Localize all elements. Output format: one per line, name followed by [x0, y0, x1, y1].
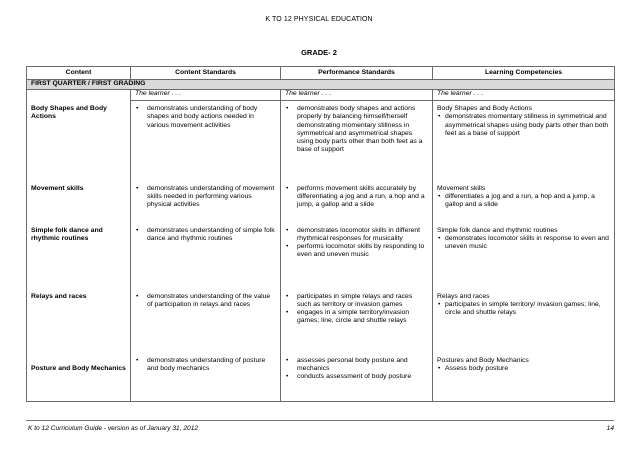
- learner-prefix-performance-standards: The learner . . .: [281, 90, 433, 101]
- topic-cell: Simple folk dance and rhythmic routines: [27, 227, 131, 293]
- column-header-content: Content: [27, 67, 131, 80]
- topic-cell: Relays and races: [27, 293, 131, 357]
- performance-standard-item: • engages in a simple territory/invasion games; line, circle and shuttle relays: [297, 309, 428, 326]
- topic-cell: Movement skills: [27, 181, 131, 227]
- table-row: [27, 227, 615, 293]
- quarter-row: [27, 80, 615, 90]
- competency-title: Relays and races: [437, 292, 490, 300]
- content-standard-item: • demonstrates understanding of the value of participation in relays and races: [147, 293, 276, 310]
- column-header-learning-competencies: Learning Competencies: [433, 67, 615, 80]
- performance-standard-item: • assesses personal body posture and mechanics: [297, 357, 428, 374]
- document-header: K TO 12 PHYSICAL EDUCATION: [265, 16, 373, 23]
- learner-prefix-content-standards: The learner . . .: [131, 90, 281, 101]
- content-standard-item: • demonstrates understanding of simple folk dance and rhythmic routines: [147, 227, 276, 244]
- quarter-label: FIRST QUARTER / FIRST GRADING: [27, 80, 615, 90]
- competency-item: • Assess body posture: [445, 365, 610, 373]
- table-row: [27, 357, 615, 402]
- column-header-content-standards: Content Standards: [131, 67, 281, 80]
- table-row: [27, 181, 615, 227]
- competency-title: Simple folk dance and rhythmic routines: [437, 226, 558, 234]
- table-header-row: [27, 67, 615, 80]
- competency-item: • demonstrates locomotor skills in response to even and uneven music: [445, 235, 610, 252]
- performance-standard-item: • performs locomotor skills by responding to even and uneven music: [297, 243, 428, 260]
- performance-standard-item: • conducts assessment of body posture: [297, 373, 428, 381]
- content-standard-item: • demonstrates understanding of posture and body mechanics: [147, 357, 276, 374]
- table-row: [27, 101, 615, 181]
- performance-standard-item: • participates in simple relays and races such as territory or invasion games: [297, 293, 428, 310]
- footer-divider: [26, 420, 614, 421]
- learner-prefix-competencies: The learner . . .: [433, 90, 615, 101]
- competency-title: Postures and Body Mechanics: [437, 356, 529, 364]
- competency-item: • differentiates a jog and a run, a hop and a jump, a gallop and a slide: [445, 193, 610, 210]
- table-row: [27, 293, 615, 357]
- learner-blank-cell: [27, 90, 131, 101]
- learner-prefix-row: [27, 90, 615, 101]
- footer-version-text: K to 12 Curriculum Guide - version as of January 31, 2012: [28, 425, 199, 432]
- content-standard-item: • demonstrates understanding of body shapes and body actions needed in various movement activities: [147, 105, 276, 130]
- topic-cell: Body Shapes and Body Actions: [27, 101, 131, 181]
- competency-item: • demonstrates momentary stillness in symmetrical and asymmetrical shapes using body parts other than both feet as a base of support: [445, 113, 610, 138]
- competency-title: Movement skills: [437, 184, 486, 192]
- competency-item: • participates in simple territory/ invasion games; line, circle and shuttle relays: [445, 301, 610, 318]
- grade-title: GRADE- 2: [301, 48, 337, 57]
- curriculum-table: [26, 66, 615, 402]
- topic-cell: Posture and Body Mechanics: [27, 357, 131, 402]
- column-header-performance-standards: Performance Standards: [281, 67, 433, 80]
- performance-standard-item: • performs movement skills accurately by differentiating a jog and a run, a hop and a jump, a gallop and a slide: [297, 185, 428, 210]
- page-number: 14: [606, 425, 614, 432]
- performance-standard-item: • demonstrates body shapes and actions properly by balancing himself/herself demonstrating momentary stillness in symmetrical and asymmetrical shapes using body parts other than both feet as a base of support: [297, 105, 428, 155]
- content-standard-item: • demonstrates understanding of movement skills needed in performing various physical activities: [147, 185, 276, 210]
- competency-title: Body Shapes and Body Actions: [437, 105, 532, 112]
- performance-standard-item: • demonstrates locomotor skills in different rhythmical responses for musicality: [297, 227, 428, 244]
